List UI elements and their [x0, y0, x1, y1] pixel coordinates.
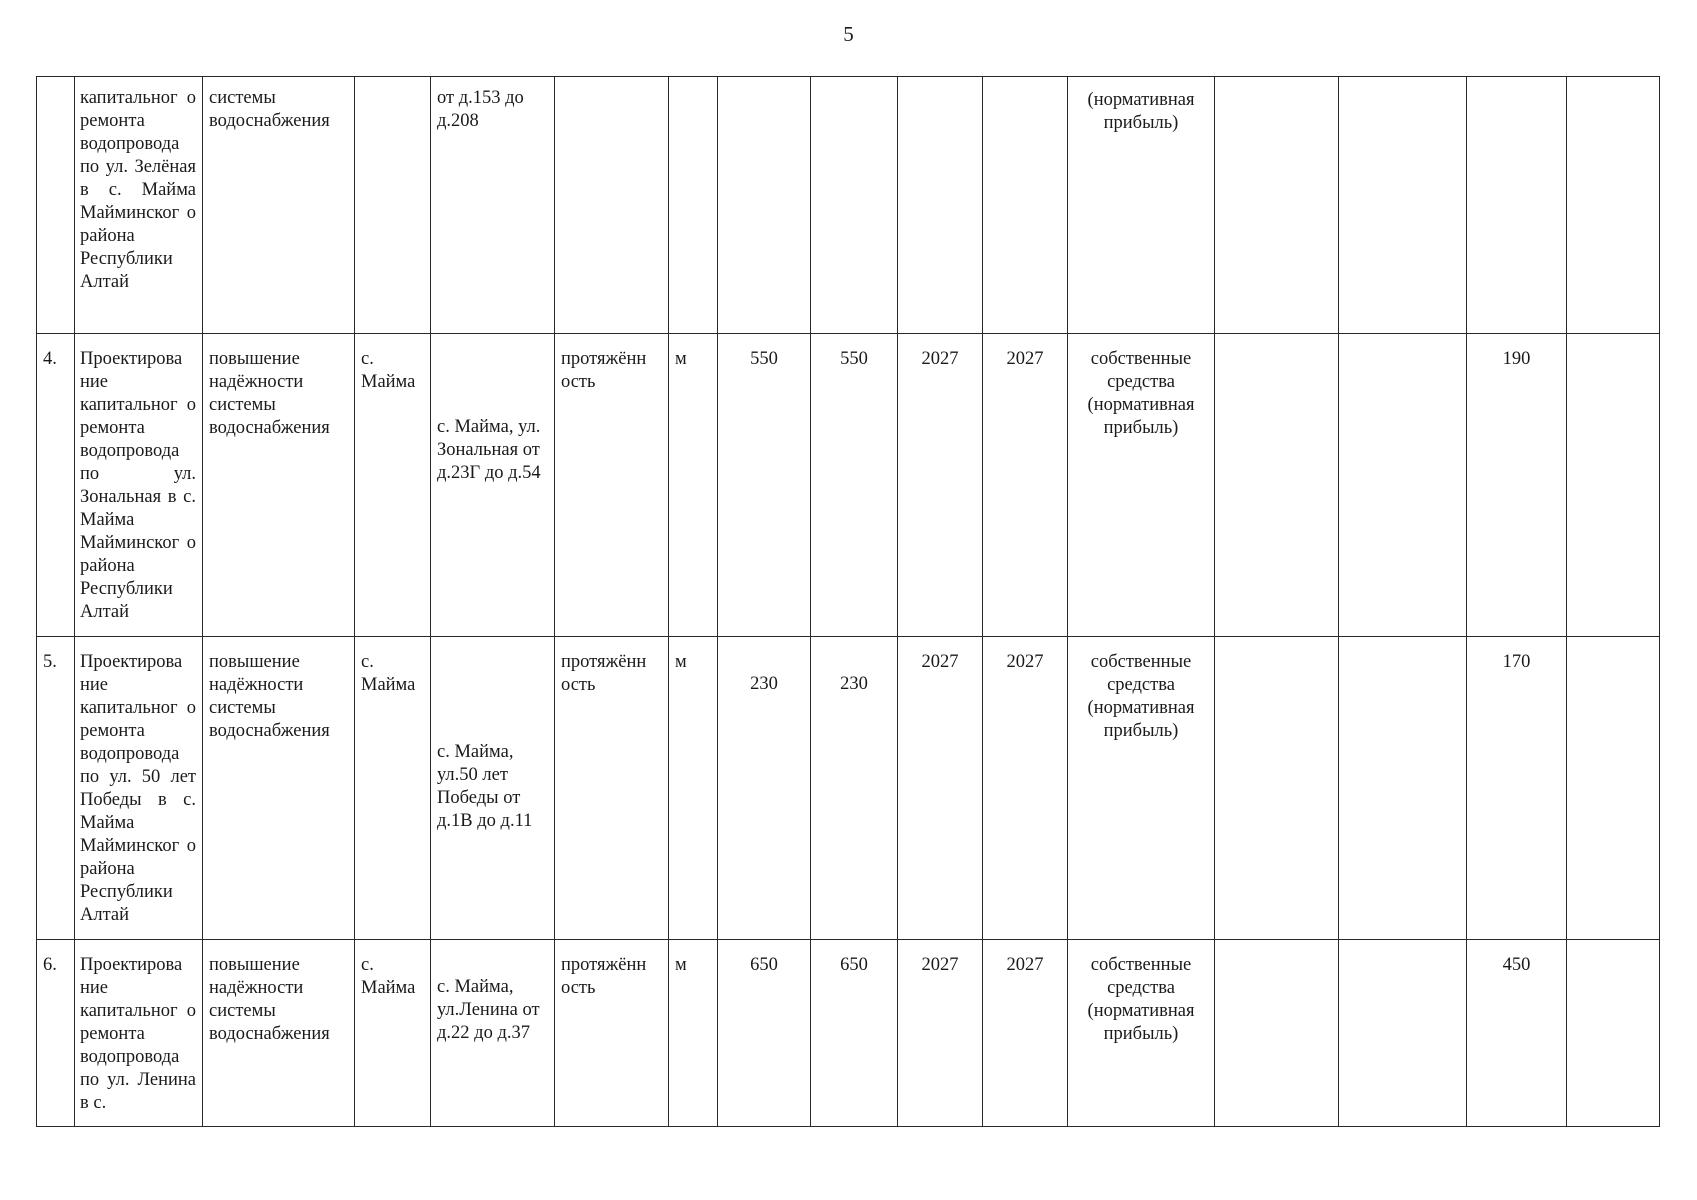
- value-after-cell: [811, 77, 898, 334]
- year-start-cell: 2027: [898, 334, 983, 637]
- cost-cell: [1567, 77, 1660, 334]
- year-end-cell: [983, 77, 1068, 334]
- cost-cell: [1467, 77, 1567, 334]
- table-row: [37, 334, 1660, 637]
- location-cell: с. Майма: [355, 940, 431, 1127]
- value-before-cell: [718, 77, 811, 334]
- purpose-cell: повышение надёжности системы водоснабжения: [203, 940, 355, 1127]
- cost-cell: [1339, 940, 1467, 1127]
- cost-cell: 450: [1467, 940, 1567, 1127]
- row-number-cell: 6.: [37, 940, 75, 1127]
- cost-cell: [1567, 334, 1660, 637]
- funding-source-cell: собственные средства (нормативная прибыль): [1068, 334, 1215, 637]
- cost-cell: [1215, 334, 1339, 637]
- cost-cell: [1339, 637, 1467, 940]
- purpose-cell: повышение надёжности системы водоснабжения: [203, 637, 355, 940]
- address-cell: с. Майма, ул. Зональная от д.23Г до д.54: [431, 334, 555, 637]
- value-before-cell: 550: [718, 334, 811, 637]
- cost-cell: 190: [1467, 334, 1567, 637]
- year-start-cell: 2027: [898, 940, 983, 1127]
- year-end-cell: 2027: [983, 940, 1068, 1127]
- funding-source-cell: собственные средства (нормативная прибыль): [1068, 940, 1215, 1127]
- characteristic-cell: протяжённ ость: [555, 637, 669, 940]
- funding-source-cell: (нормативная прибыль): [1068, 77, 1215, 334]
- cost-cell: [1339, 334, 1467, 637]
- characteristic-cell: протяжённ ость: [555, 334, 669, 637]
- address-cell: от д.153 до д.208: [431, 77, 555, 334]
- year-start-cell: [898, 77, 983, 334]
- value-before-cell: 650: [718, 940, 811, 1127]
- unit-cell: [669, 77, 718, 334]
- characteristic-cell: [555, 77, 669, 334]
- table-row: [37, 637, 1660, 940]
- cost-cell: 170: [1467, 637, 1567, 940]
- cost-cell: [1215, 940, 1339, 1127]
- project-name-cell: Проектирова ние капитальног о ремонта водопровода по ул. Зональная в с. Майма Майминског о района Республики Алтай: [75, 334, 203, 637]
- unit-cell: м: [669, 940, 718, 1127]
- value-after-cell: 550: [811, 334, 898, 637]
- value-before-cell: 230: [718, 637, 811, 940]
- purpose-cell: системы водоснабжения: [203, 77, 355, 334]
- location-cell: с. Майма: [355, 637, 431, 940]
- cost-cell: [1567, 637, 1660, 940]
- page-number: 5: [843, 22, 854, 46]
- table-row: [37, 940, 1660, 1127]
- unit-cell: м: [669, 334, 718, 637]
- table-row: [37, 77, 1660, 334]
- investment-program-table: [36, 76, 1660, 1127]
- row-number-cell: 4.: [37, 334, 75, 637]
- year-start-cell: 2027: [898, 637, 983, 940]
- cost-cell: [1215, 77, 1339, 334]
- address-cell: с. Майма, ул.Ленина от д.22 до д.37: [431, 940, 555, 1127]
- location-cell: [355, 77, 431, 334]
- cost-cell: [1567, 940, 1660, 1127]
- value-after-cell: 230: [811, 637, 898, 940]
- location-cell: с. Майма: [355, 334, 431, 637]
- row-number-cell: [37, 77, 75, 334]
- project-name-cell: капитальног о ремонта водопровода по ул. Зелёная в с. Майма Майминског о района Республики Алтай: [75, 77, 203, 334]
- cost-cell: [1339, 77, 1467, 334]
- project-name-cell: Проектирова ние капитальног о ремонта водопровода по ул. 50 лет Победы в с. Майма Майминског о района Республики Алтай: [75, 637, 203, 940]
- year-end-cell: 2027: [983, 334, 1068, 637]
- project-name-cell: Проектирова ние капитальног о ремонта водопровода по ул. Ленина в с.: [75, 940, 203, 1127]
- unit-cell: м: [669, 637, 718, 940]
- cost-cell: [1215, 637, 1339, 940]
- characteristic-cell: протяжённ ость: [555, 940, 669, 1127]
- funding-source-cell: собственные средства (нормативная прибыль): [1068, 637, 1215, 940]
- year-end-cell: 2027: [983, 637, 1068, 940]
- row-number-cell: 5.: [37, 637, 75, 940]
- address-cell: с. Майма, ул.50 лет Победы от д.1В до д.11: [431, 637, 555, 940]
- purpose-cell: повышение надёжности системы водоснабжения: [203, 334, 355, 637]
- value-after-cell: 650: [811, 940, 898, 1127]
